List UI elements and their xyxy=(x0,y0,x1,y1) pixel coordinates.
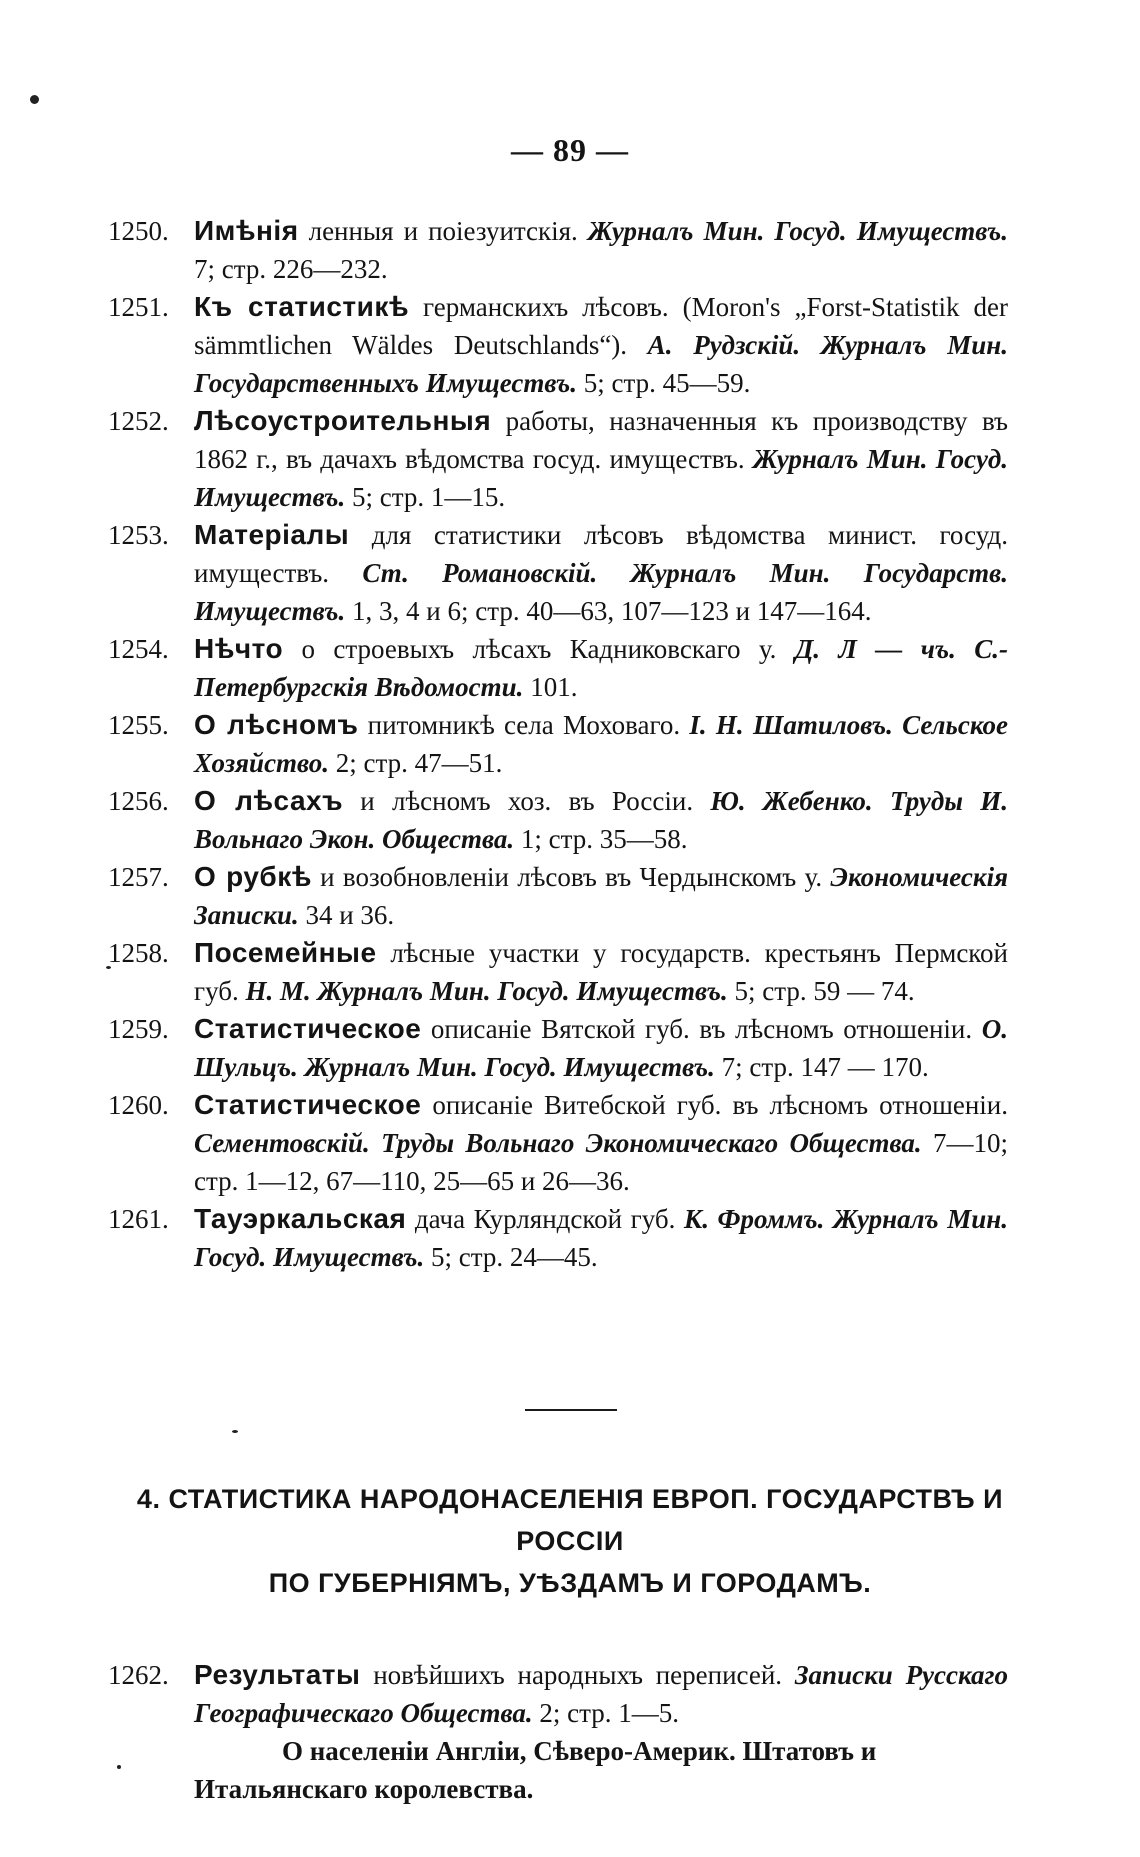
entry-text xyxy=(194,858,1008,934)
entry-body: описаніе Вятской губ. въ лѣсномъ отношеніи. xyxy=(421,1014,973,1044)
entry-text xyxy=(194,516,1008,630)
entry-number: 1252. xyxy=(108,406,169,436)
bibliography-entry xyxy=(108,630,1008,706)
entry-number: 1258. xyxy=(108,938,169,968)
entry-body: германскихъ лѣсовъ. (Moron's „Forst-Statistik der sämmtlichen Wäldes Deutschlands“). xyxy=(194,292,1008,360)
entry-text xyxy=(194,934,1008,1010)
entry-body: работы, назначенныя къ производству въ 1862 г., въ дачахъ вѣдомства госуд. имуществъ. xyxy=(194,406,1008,474)
section-heading-line: ПО ГУБЕРНІЯМЪ, УѢЗДАМЪ И ГОРОДАМЪ. xyxy=(268,1568,872,1598)
entry-text xyxy=(194,1086,1008,1200)
bibliography-entry xyxy=(108,782,1008,858)
bibliography-entry xyxy=(108,706,1008,782)
ink-speck xyxy=(30,95,39,104)
entry-note-text: О населеніи Англіи, Сѣверо-Америк. Штатовъ и Итальянскаго королевства. xyxy=(194,1736,877,1804)
entry-body: лѣсные участки у государств. крестьянъ Пермской губ. xyxy=(194,938,1008,1006)
entry-body: и возобновленіи лѣсовъ въ Чердынскомъ у. xyxy=(311,862,823,892)
entry-source: Сементовскій. Труды Вольнаго Экономическаго Общества. xyxy=(194,1128,922,1158)
entry-source: Н. М. Журналъ Мин. Госуд. Имуществъ. xyxy=(238,976,728,1006)
bibliography-entry xyxy=(108,858,1008,934)
section-divider xyxy=(525,1409,617,1411)
entry-heading: Статистическое xyxy=(194,1013,422,1044)
section-heading-line: 4. СТАТИСТИКА НАРОДОНАСЕЛЕНІЯ ЕВРОП. ГОСУДАРСТВЪ И РОССІИ xyxy=(136,1484,1004,1556)
entry-pages: 2; стр. 1—5. xyxy=(532,1698,680,1728)
entry-body: для статистики лѣсовъ вѣдомства минист. госуд. имуществъ. xyxy=(194,520,1008,588)
entry-text xyxy=(194,402,1008,516)
entry-pages: 7; стр. 226—232. xyxy=(194,254,388,284)
bibliography-entry xyxy=(108,288,1008,402)
bibliography-entry xyxy=(108,1656,1008,1732)
entry-heading: Статистическое xyxy=(194,1089,422,1120)
entry-text xyxy=(194,706,1008,782)
bibliography-entry xyxy=(108,402,1008,516)
entry-body: дача Курляндской губ. xyxy=(406,1204,676,1234)
bibliography-entry xyxy=(108,934,1008,1010)
entry-text xyxy=(194,1656,1008,1732)
bibliography-entry xyxy=(108,516,1008,630)
entry-body: ленныя и поіезуитскія. xyxy=(298,216,578,246)
entry-number: 1250. xyxy=(108,216,169,246)
entry-pages: 2; стр. 47—51. xyxy=(329,748,503,778)
entry-source: I. Н. Шатиловъ. Сельское Хозяйство. xyxy=(194,710,1008,778)
entry-number: 1256. xyxy=(108,786,169,816)
section-heading xyxy=(100,1478,1040,1604)
entry-body: питомникѣ села Моховаго. xyxy=(358,710,681,740)
entry-pages: 7; стр. 147 — 170. xyxy=(714,1052,929,1082)
entry-heading: О рубкѣ xyxy=(194,861,312,892)
entry-number: 1260. xyxy=(108,1090,169,1120)
entry-text xyxy=(194,1200,1008,1276)
bibliography-entry xyxy=(108,1200,1008,1276)
entry-heading: Къ статистикѣ xyxy=(194,291,410,322)
entry-number: 1251. xyxy=(108,292,169,322)
entry-pages: 5; стр. 24—45. xyxy=(424,1242,598,1272)
entry-body: описаніе Витебской губ. въ лѣсномъ отношеніи. xyxy=(421,1090,1008,1120)
entry-source: А. Рудзскій. Журналъ Мин. Государственныхъ Имуществъ. xyxy=(194,330,1009,398)
entry-source: Ю. Жебенко. Труды И. Вольнаго Экон. Общества. xyxy=(194,786,1008,854)
bibliography-list xyxy=(108,1656,1008,1808)
page-number: — 89 — xyxy=(511,132,629,168)
entry-heading: Результаты xyxy=(194,1659,361,1690)
bibliography-list xyxy=(108,212,1008,1276)
entry-number: 1259. xyxy=(108,1014,169,1044)
entry-number: 1262. xyxy=(108,1660,169,1690)
entry-number: 1254. xyxy=(108,634,169,664)
entry-number: 1261. xyxy=(108,1204,169,1234)
entry-body: и лѣсномъ хоз. въ Россіи. xyxy=(343,786,694,816)
entry-pages: 5; стр. 45—59. xyxy=(577,368,751,398)
entry-pages: 7—10; стр. 1—12, 67—110, 25—65 и 26—36. xyxy=(194,1128,1008,1196)
entry-source: Ст. Романовскій. Журналъ Мин. Государств. Имуществъ. xyxy=(194,558,1008,626)
entry-pages: 5; стр. 1—15. xyxy=(345,482,506,512)
entry-pages: 1, 3, 4 и 6; стр. 40—63, 107—123 и 147—164. xyxy=(345,596,872,626)
entry-heading: Нѣчто xyxy=(194,633,284,664)
entry-text xyxy=(194,630,1008,706)
entry-text xyxy=(194,288,1008,402)
entry-note xyxy=(194,1732,1008,1808)
entry-pages: 1; стр. 35—58. xyxy=(514,824,688,854)
entry-number: 1257. xyxy=(108,862,169,892)
entry-number: 1255. xyxy=(108,710,169,740)
entry-pages: 5; стр. 59 — 74. xyxy=(727,976,915,1006)
entry-source: Д. Л — чъ. С.-Петербургскія Вѣдомости. xyxy=(194,634,1008,702)
entry-source: К. Фроммъ. Журналъ Мин. Госуд. Имуществъ. xyxy=(194,1204,1008,1272)
entry-pages: 34 и 36. xyxy=(298,900,395,930)
bibliography-entry xyxy=(108,1010,1008,1086)
entry-heading: О лѣсномъ xyxy=(194,709,359,740)
entry-heading: О лѣсахъ xyxy=(194,785,344,816)
entry-heading: Лѣсоустроительныя xyxy=(194,405,492,436)
entry-body: о строевыхъ лѣсахъ Кадниковскаго у. xyxy=(283,634,777,664)
entry-number: 1253. xyxy=(108,520,169,550)
entry-source: Журналъ Мин. Госуд. Имуществъ. xyxy=(194,444,1009,512)
bibliography-entry xyxy=(108,212,1008,288)
entry-text xyxy=(194,1010,1008,1086)
entry-body: новѣйшихъ народныхъ переписей. xyxy=(360,1660,783,1690)
entry-heading: Матеріалы xyxy=(194,519,350,550)
entry-pages: 101. xyxy=(523,672,578,702)
entry-text xyxy=(194,782,1008,858)
entry-source: Журналъ Мин. Госуд. Имуществъ. xyxy=(577,216,1008,246)
entry-heading: Тауэркальская xyxy=(194,1203,407,1234)
entry-text xyxy=(194,212,1008,288)
entry-source: О. Шульцъ. Журналъ Мин. Госуд. Имуществъ. xyxy=(194,1014,1009,1082)
entry-source: Экономическія Записки. xyxy=(194,862,1008,930)
entry-heading: Посемейные xyxy=(194,937,377,968)
entry-heading: Имѣнія xyxy=(194,215,299,246)
bibliography-entry xyxy=(108,1086,1008,1200)
ink-speck xyxy=(232,1430,238,1433)
entry-source: Записки Русскаго Географическаго Общества. xyxy=(194,1660,1008,1728)
